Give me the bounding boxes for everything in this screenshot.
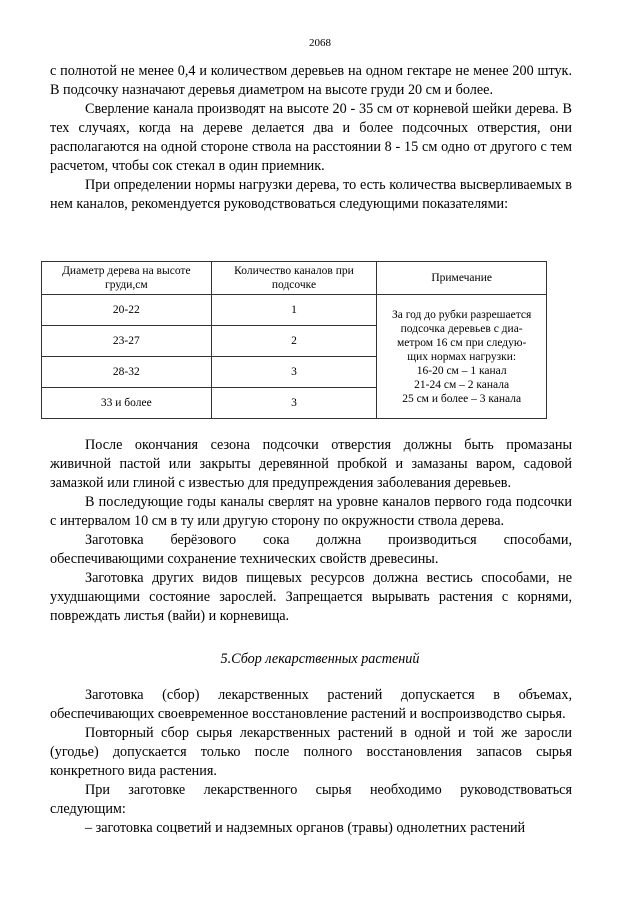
- note-line: 21-24 см – 2 канала: [414, 378, 510, 391]
- page-number: 2068: [309, 37, 331, 49]
- note-line: щих нормах нагрузки:: [407, 350, 517, 363]
- cell-note: [377, 295, 547, 419]
- note-line: 16-20 см – 1 канал: [416, 364, 507, 377]
- cell-channels: 3: [211, 357, 377, 388]
- paragraph: – заготовка соцветий и надземных органов (травы) однолетних растений: [85, 820, 526, 836]
- note-line: 25 см и более – 3 канала: [402, 392, 522, 405]
- note-line: За год до рубки разрешается: [391, 308, 532, 321]
- paragraph: Сверление канала производят на высоте 20 - 35 см от корневой шейки дерева. В тех случаях, когда на дереве делается два и более подсочных отверстия, они располагаются на одной стороне ствола на расстоянии 8 - 15 см одно от другого с тем расчетом, чтобы сок стекал в один приемник.: [50, 101, 572, 174]
- table-row: [42, 295, 547, 326]
- section-paragraphs: [50, 686, 572, 838]
- cell-diameter: 23-27: [42, 326, 212, 357]
- intro-paragraphs: [50, 62, 572, 214]
- header-channels: Количество каналов при подсочке: [211, 262, 377, 295]
- paragraph: При заготовке лекарственного сырья необходимо руководствоваться следующим:: [50, 782, 572, 817]
- paragraph: Заготовка берёзового сока должна производиться способами, обеспечивающими сохранение технических свойств древесины.: [50, 532, 572, 567]
- note-line: метром 16 см при следую-: [396, 336, 527, 349]
- section-heading: 5.Сбор лекарственных растений: [220, 651, 420, 667]
- paragraph: Повторный сбор сырья лекарственных растений в одной и той же заросли (угодье) допускается только после полного восстановления запасов сырья конкретного вида растения.: [50, 725, 572, 779]
- cell-diameter: 20-22: [42, 295, 212, 326]
- table-header-row: [42, 262, 547, 295]
- cell-diameter: 28-32: [42, 357, 212, 388]
- header-diameter: Диаметр дерева на высоте груди,см: [42, 262, 212, 295]
- paragraph: При определении нормы нагрузки дерева, то есть количества высверливаемых в нем каналов, рекомендуется руководствоваться следующими показателями:: [50, 177, 572, 212]
- load-norms-table: [41, 261, 547, 419]
- cell-channels: 2: [211, 326, 377, 357]
- cell-channels: 1: [211, 295, 377, 326]
- cell-diameter: 33 и более: [42, 388, 212, 419]
- header-note: Примечание: [377, 262, 547, 295]
- after-table-paragraphs: [50, 436, 572, 626]
- paragraph: Заготовка (сбор) лекарственных растений допускается в объемах, обеспечивающих своевременное восстановление растений и воспроизводство сырья.: [50, 687, 572, 722]
- paragraph: Заготовка других видов пищевых ресурсов должна вестись способами, не ухудшающими состояние зарослей. Запрещается вырывать растения с корнями, повреждать листья (вайи) и корневища.: [50, 570, 572, 624]
- paragraph: с полнотой не менее 0,4 и количеством деревьев на одном гектаре не менее 200 штук. В подсочку назначают деревья диаметром на высоте груди 20 см и более.: [50, 63, 572, 98]
- paragraph: После окончания сезона подсочки отверстия должны быть промазаны живичной пастой или закрыты деревянной пробкой и замазаны варом, садовой замазкой или глиной с известью для предупреждения заболевания деревьев.: [50, 437, 572, 491]
- paragraph: В последующие годы каналы сверлят на уровне каналов первого года подсочки с интервалом 10 см в ту или другую сторону по окружности ствола дерева.: [50, 494, 572, 529]
- note-line: подсочка деревьев с диа-: [400, 322, 523, 335]
- cell-channels: 3: [211, 388, 377, 419]
